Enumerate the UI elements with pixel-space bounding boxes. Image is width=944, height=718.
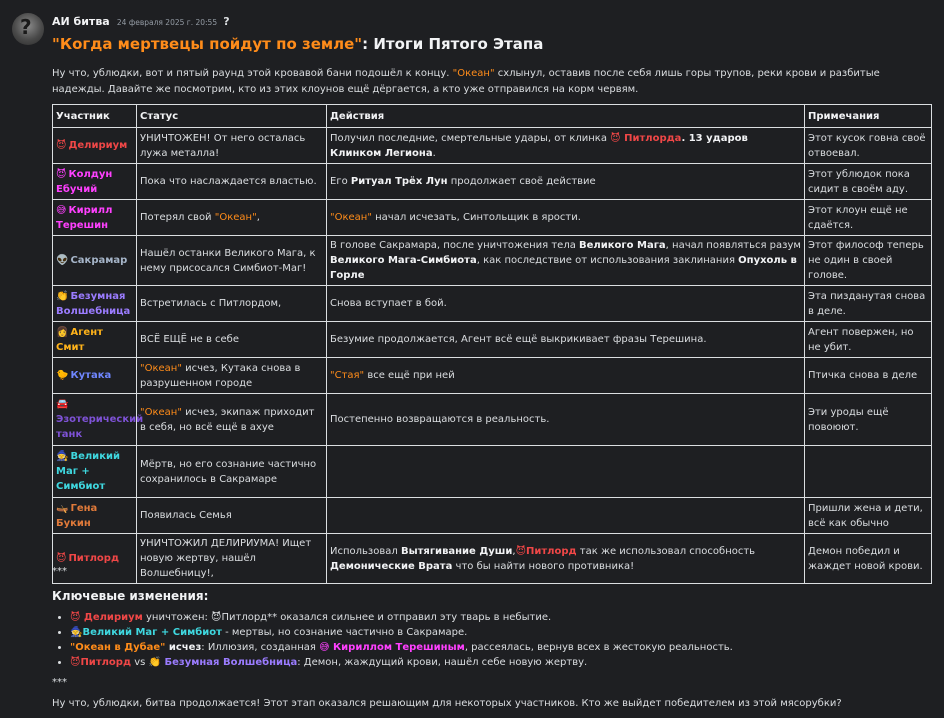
act-bold: Великого Мага (579, 240, 666, 251)
notes-cell: Эти уроды ещё повоюют. (805, 394, 932, 446)
mention-label: Безумная Волшебница (164, 657, 298, 668)
car-icon: 🚘 (56, 399, 69, 410)
table-row (53, 164, 932, 200)
col-header-status: Статус (137, 105, 327, 128)
notes-cell: Пришли жена и дети, всё как обычно (805, 498, 932, 534)
act-bold: Ритуал Трёх Лун (350, 176, 448, 187)
mention-label: Питлорда (624, 132, 682, 144)
item-ocean: "Океан в Дубае" (70, 642, 166, 653)
status-cell: УНИЧТОЖЕН! От него осталась лужа металла! (137, 128, 327, 164)
table-row (53, 534, 932, 584)
intro-paragraph (52, 66, 932, 98)
actions-cell (327, 498, 805, 534)
participant-label: Делириум (68, 140, 128, 151)
devil-icon: 😈 (610, 132, 621, 144)
notes-cell: Этот клоун ещё не сдаётся. (805, 200, 932, 236)
actions-cell (327, 128, 805, 164)
act-dot: . (681, 132, 689, 144)
act-end: . (432, 147, 436, 159)
outro-paragraph: Ну что, ублюдки, битва продолжается! Этот этап оказался решающим для некоторых участников. Кто же выйдет победителем из этой мясорубки? (52, 698, 842, 709)
mention-label: Делириум (83, 612, 143, 623)
table-row (53, 322, 932, 358)
mention-label: Великий Маг + Симбиот (82, 627, 222, 638)
table-row (53, 200, 932, 236)
actions-cell (327, 200, 805, 236)
item-text: , рассеялась, вернув всех в жестокую реальность. (464, 642, 733, 653)
actions-cell (327, 164, 805, 200)
act-mid: так же использовал способность (576, 545, 756, 557)
mention-label: Питлорд (526, 545, 577, 557)
table-row (53, 394, 932, 446)
author-name[interactable]: АИ битва (52, 15, 110, 28)
col-header-notes: Примечания (805, 105, 932, 128)
status-cell: Пока что наслаждается властью. (137, 164, 327, 200)
status-cell: Мёртв, но его сознание частично сохранилось в Сакрамаре (137, 446, 327, 498)
item-text: vs (131, 657, 149, 668)
act-ocean: "Океан" (330, 212, 372, 223)
status-cell (137, 394, 327, 446)
item-text: - мертвы, но сознание частично в Сакрамаре. (221, 627, 468, 638)
participant-label: Гена Букин (56, 502, 98, 529)
devil-icon: 😈 (211, 612, 222, 623)
participant-label: Колдун Ебучий (56, 168, 113, 195)
act-end: что бы найти нового противника! (452, 560, 635, 572)
mage-icon: 🧙 (56, 451, 69, 462)
item-bold: исчез (165, 642, 202, 653)
devil-icon: 😈 (56, 553, 67, 564)
sweat-smile-icon: 😅 (319, 642, 330, 653)
participant-name (56, 451, 120, 492)
participant-label: Эзотерический танк (56, 414, 144, 440)
status-ocean: "Океан" (214, 212, 257, 223)
table-row (53, 358, 932, 394)
act-bold: 13 ударов Клинком Легиона (330, 132, 748, 159)
status-cell: УНИЧТОЖИЛ ДЕЛИРИУМА! Ищет новую жертву, нашёл Волшебницу!, (137, 534, 327, 584)
notes-cell: Этот кусок говна своё отвоевал. (805, 128, 932, 164)
mention (70, 627, 222, 638)
mention-label: Питлорд (80, 657, 132, 668)
act-text: Использовал (330, 545, 401, 557)
act-bold: Опухоль в Горле (330, 255, 797, 281)
actions-cell (327, 446, 805, 498)
participant-name (56, 553, 119, 564)
participant-name (56, 140, 127, 151)
act-end: продолжает своё действие (447, 176, 596, 187)
actions-cell: Снова вступает в бой. (327, 286, 805, 322)
avatar[interactable] (12, 13, 44, 45)
notes-cell: Демон победил и жаждет новой крови. (805, 534, 932, 584)
actions-cell (327, 534, 805, 584)
item-text: уничтожен: (142, 612, 212, 623)
notes-cell: Птичка снова в деле (805, 358, 932, 394)
separator: *** (52, 566, 67, 577)
notes-cell: Этот философ теперь не один в своей голове. (805, 236, 932, 286)
act-text: Получил последние, смертельные удары, от клинка (330, 132, 611, 144)
status-cell (137, 358, 327, 394)
status-post: исчез, Кутака снова в разрушенном городе (140, 362, 301, 389)
list-item (70, 655, 733, 670)
item-text: Питлорд** оказался сильнее и отправил эту тварь в небытие. (221, 612, 552, 623)
participant-name (56, 205, 112, 231)
changes-heading: Ключевые изменения: (52, 589, 209, 603)
list-item (70, 625, 733, 640)
table-header-row (53, 105, 932, 128)
status-cell (137, 200, 327, 236)
notes-cell: Агент повержен, но не убит. (805, 322, 932, 358)
participant-label: Кутака (70, 370, 112, 381)
act-text: начал исчезать, Синтольщик в ярости. (371, 212, 581, 223)
intro-text-2: схлынул, оставив после себя лишь горы трупов, реки крови и разбитые надежды. Давайте же посмотрим, кто из этих клоунов ещё дёргается, а кто уже отправился на корм червям. (52, 68, 880, 95)
mention-label: Кириллом Терешиным (332, 642, 465, 653)
participant-label: Питлорд (68, 553, 120, 564)
clap-icon: 👏 (56, 290, 69, 302)
participant-name (56, 399, 143, 440)
act-text: все ещё при ней (364, 370, 455, 381)
status-cell: Нашёл останки Великого Мага, к нему присосался Симбиот-Маг! (137, 236, 327, 286)
act-bold: Вытягивание Души (400, 545, 513, 557)
timestamp: 24 февраля 2025 г. 20:55 (116, 18, 218, 27)
actions-cell: Безумие продолжается, Агент всё ещё выкрикивает фразы Терешина. (327, 322, 805, 358)
devil-icon: 😈 (515, 545, 526, 557)
mention (149, 657, 298, 668)
act-ocean: "Стая" (330, 370, 365, 381)
message-title (52, 35, 543, 53)
act-bold: Демонические Врата (330, 560, 453, 572)
question-icon: ? (20, 15, 32, 39)
devil-icon: 😈 (70, 657, 81, 668)
act-mid: , (512, 545, 516, 557)
participant-name (56, 327, 103, 353)
table-row (53, 236, 932, 286)
participant-label: Кирилл Терешин (56, 204, 113, 231)
status-text: Потерял свой (140, 212, 215, 223)
act-text: Его (330, 176, 351, 187)
act-mid: , как последствие от использования заклинания (476, 255, 739, 266)
participant-name (56, 503, 97, 529)
chick-icon: 🐤 (56, 370, 69, 381)
participant-label: Безумная Волшебница (56, 290, 131, 317)
devil-icon: 😈 (56, 168, 67, 180)
devil-icon: 😈 (56, 140, 67, 151)
notes-cell: Эта пизданутая снова в деле. (805, 286, 932, 322)
list-item (70, 610, 733, 625)
actions-cell (327, 358, 805, 394)
status-cell: ВСЁ ЕЩЁ не в себе (137, 322, 327, 358)
item-text: : Иллюзия, созданная (201, 642, 320, 653)
help-icon[interactable]: ? (223, 15, 230, 28)
col-header-actions: Действия (327, 105, 805, 128)
mention (70, 657, 131, 668)
notes-cell: Этот ублюдок пока сидит в своём аду. (805, 164, 932, 200)
sweat-smile-icon: 😅 (56, 204, 67, 216)
actions-cell: Постепенно возвращаются в реальность. (327, 394, 805, 446)
act-bold: Великого Мага-Симбиота (330, 255, 477, 266)
canoe-icon: 🛶 (56, 502, 69, 514)
participant-label: Великий Маг + Симбиот (56, 451, 120, 492)
table-row (53, 128, 932, 164)
devil-icon: 😈 (70, 612, 81, 623)
clap-icon: 👏 (148, 657, 161, 668)
message-header (52, 15, 230, 29)
col-header-participant: Участник (53, 105, 137, 128)
mention (319, 642, 465, 653)
participant-label: Сакрамар (70, 255, 128, 266)
table-row (53, 286, 932, 322)
participant-name (56, 370, 111, 381)
intro-ocean: "Океан" (452, 68, 495, 79)
table-row (53, 498, 932, 534)
item-text: : Демон, жаждущий крови, нашёл себе новую жертву. (297, 657, 588, 668)
status-ocean: "Океан" (140, 406, 182, 418)
mention (610, 133, 681, 144)
mention (70, 612, 143, 623)
act-mid: , начал появляться разум (665, 240, 801, 251)
mage-icon: 🧙 (70, 627, 83, 638)
results-table (52, 104, 932, 584)
status-cell: Появилась Семья (137, 498, 327, 534)
status-cell: Встретилась с Питлордом, (137, 286, 327, 322)
mention (516, 546, 577, 557)
participant-name (56, 291, 130, 317)
status-post: исчез, экипаж приходит в себя, но всё ещё в ахуе (140, 406, 315, 433)
act-text: В голове Сакрамара, после уничтожения тела (330, 240, 580, 251)
participant-name (56, 255, 127, 266)
table-row (53, 446, 932, 498)
alien-icon: 👽 (56, 255, 69, 266)
title-quote: "Когда мертвецы пойдут по земле" (52, 35, 363, 53)
woman-icon: 👩 (56, 326, 69, 338)
title-rest: : Итоги Пятого Этапа (362, 35, 544, 53)
participant-name (56, 169, 112, 195)
notes-cell (805, 446, 932, 498)
status-post: , (256, 212, 260, 223)
status-ocean: "Океан" (140, 362, 182, 374)
separator: *** (52, 677, 67, 688)
intro-text-1: Ну что, ублюдки, вот и пятый раунд этой кровавой бани подошёл к концу. (52, 68, 453, 79)
changes-list (52, 610, 733, 670)
actions-cell (327, 236, 805, 286)
participant-label: Агент Смит (56, 326, 103, 353)
list-item (70, 640, 733, 655)
